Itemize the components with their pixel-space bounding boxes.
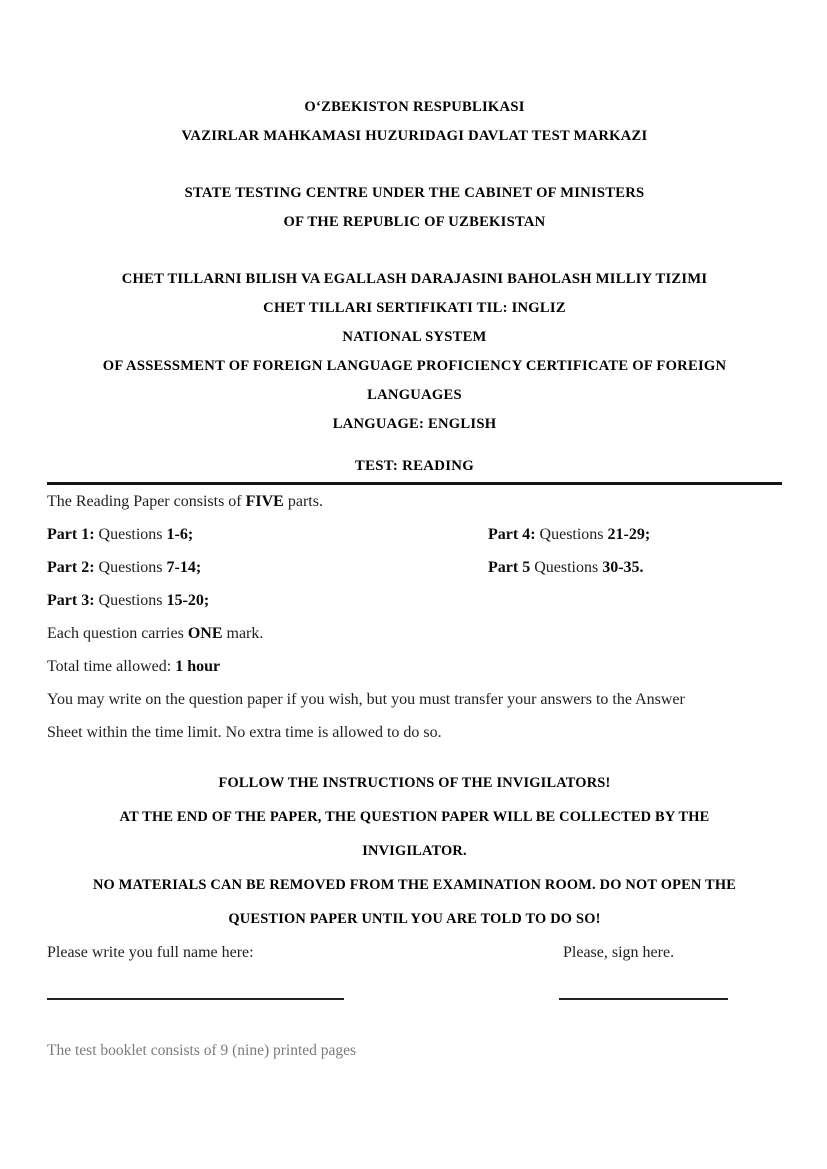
intro-bold: FIVE	[245, 493, 284, 510]
instruction-line-5: QUESTION PAPER UNTIL YOU ARE TOLD TO DO SO!	[228, 911, 601, 927]
org-title-uzbek	[47, 93, 782, 151]
system-line-en1: NATIONAL SYSTEM	[342, 329, 487, 345]
intro-line	[47, 485, 782, 518]
sign-here-label: Please, sign here.	[563, 944, 675, 961]
time-line	[47, 650, 782, 683]
org-title-english-line2: OF THE REPUBLIC OF UZBEKISTAN	[283, 214, 546, 230]
org-title-english	[47, 179, 782, 237]
national-system-title	[47, 265, 782, 439]
part-item-4	[488, 518, 782, 551]
instruction-line-3: INVIGILATOR.	[362, 843, 467, 859]
part-4-label: Part 4:	[488, 526, 536, 543]
full-name-label: Please write you full name here:	[47, 944, 254, 961]
marks-post: mark.	[222, 625, 264, 642]
part-5-label: Part 5	[488, 559, 531, 576]
transfer-paragraph	[47, 683, 782, 749]
name-sign-labels	[47, 936, 782, 969]
part-5-mid: Questions	[530, 559, 603, 576]
parts-list	[47, 518, 782, 617]
system-line-uz1: CHET TILLARNI BILISH VA EGALLASH DARAJASINI BAHOLASH MILLIY TIZIMI	[121, 271, 708, 287]
transfer-line-1: You may write on the question paper if you wish, but you must transfer your answers to the Answer	[47, 691, 685, 708]
org-title-english-line1: STATE TESTING CENTRE UNDER THE CABINET OF MINISTERS	[184, 185, 645, 201]
part-1-range: 1-6;	[166, 526, 194, 543]
marks-bold: ONE	[187, 625, 223, 642]
part-item-2	[47, 551, 488, 584]
part-4-mid: Questions	[535, 526, 608, 543]
part-2-mid: Questions	[94, 559, 167, 576]
instruction-line-1: FOLLOW THE INSTRUCTIONS OF THE INVIGILATORS!	[218, 775, 611, 791]
part-2-label: Part 2:	[47, 559, 95, 576]
system-line-en2: OF ASSESSMENT OF FOREIGN LANGUAGE PROFICIENCY CERTIFICATE OF FOREIGN	[102, 358, 727, 374]
time-pre: Total time allowed:	[47, 658, 176, 675]
test-title-block	[47, 455, 782, 485]
invigilator-instructions	[47, 766, 782, 936]
org-title-uzbek-line2: VAZIRLAR MAHKAMASI HUZURIDAGI DAVLAT TEST MARKAZI	[181, 128, 648, 144]
instruction-line-4: NO MATERIALS CAN BE REMOVED FROM THE EXAMINATION ROOM. DO NOT OPEN THE	[92, 877, 737, 893]
instruction-line-2: AT THE END OF THE PAPER, THE QUESTION PAPER WILL BE COLLECTED BY THE	[119, 809, 710, 825]
intro-post: parts.	[283, 493, 323, 510]
language-line: LANGUAGE: ENGLISH	[332, 416, 497, 432]
part-5-range: 30-35.	[602, 559, 644, 576]
part-item-1	[47, 518, 488, 551]
intro-pre: The Reading Paper consists of	[47, 493, 246, 510]
signature-blank-line	[559, 969, 728, 1000]
system-line-en3: LANGUAGES	[367, 387, 462, 403]
part-3-mid: Questions	[94, 592, 167, 609]
part-item-5	[488, 551, 782, 584]
marks-line	[47, 617, 782, 650]
full-name-blank-line	[47, 969, 344, 1000]
booklet-pages-note: The test booklet consists of 9 (nine) printed pages	[47, 1042, 357, 1059]
time-bold: 1 hour	[175, 658, 221, 675]
org-title-uzbek-line1: O‘ZBEKISTON RESPUBLIKASI	[304, 99, 525, 115]
system-line-uz2: CHET TILLARI SERTIFIKATI TIL: INGLIZ	[263, 300, 566, 316]
part-4-range: 21-29;	[607, 526, 651, 543]
part-3-range: 15-20;	[166, 592, 210, 609]
transfer-line-2: Sheet within the time limit. No extra time is allowed to do so.	[47, 724, 442, 741]
test-title: TEST: READING	[354, 458, 475, 474]
signature-lines	[47, 969, 782, 1000]
part-1-mid: Questions	[94, 526, 167, 543]
part-1-label: Part 1:	[47, 526, 95, 543]
part-2-range: 7-14;	[166, 559, 202, 576]
marks-pre: Each question carries	[47, 625, 188, 642]
part-item-3	[47, 584, 488, 617]
parts-empty-cell	[488, 584, 782, 617]
test-info-section	[47, 485, 782, 749]
part-3-label: Part 3:	[47, 592, 95, 609]
